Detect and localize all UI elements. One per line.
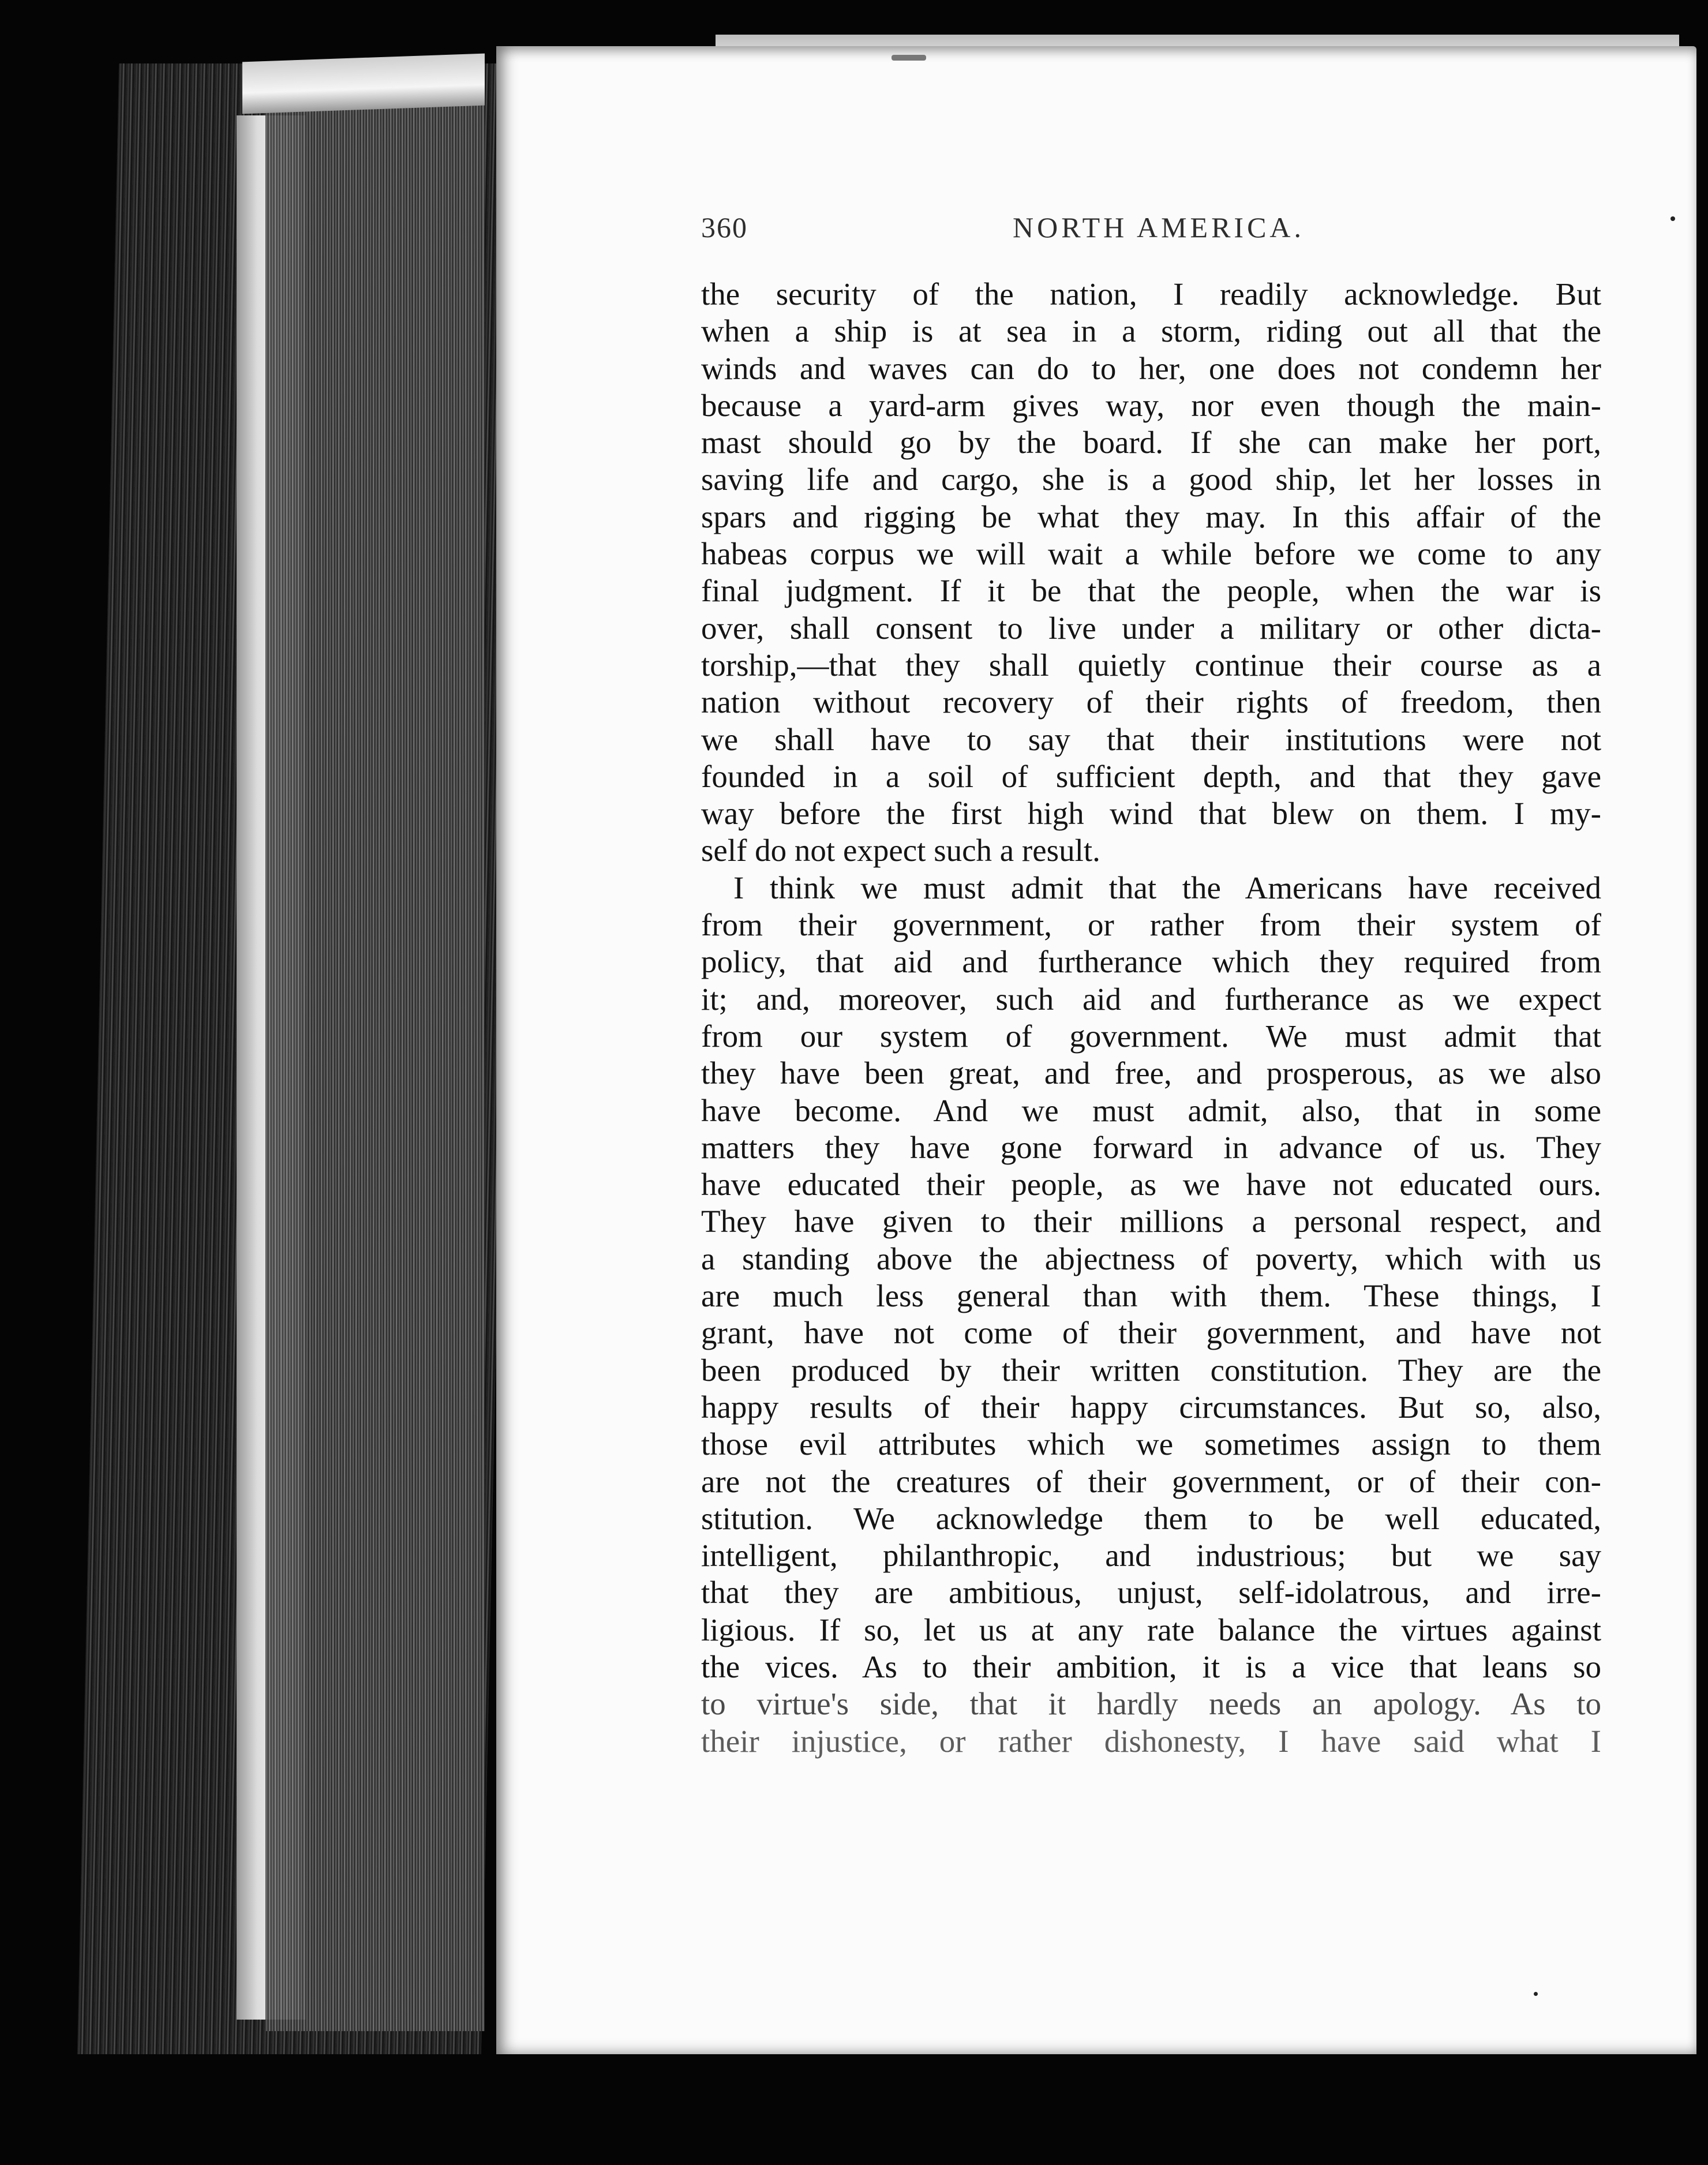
text-line: from their government, or rather from their system of	[701, 907, 1601, 943]
text-line: winds and waves can do to her, one does not condemn her	[701, 350, 1601, 386]
text-line: founded in a soil of sufficient depth, and that they gave	[701, 758, 1601, 794]
book-page-edges-inner	[265, 98, 485, 2031]
text-line: spars and rigging be what they may. In this affair of the	[701, 499, 1601, 534]
text-line: intelligent, philanthropic, and industrious; but we say	[701, 1538, 1601, 1574]
page-number: 360	[701, 211, 748, 244]
text-line: are not the creatures of their government, or of their con-	[701, 1463, 1601, 1499]
text-line: the vices. As to their ambition, it is a vice that leans so	[701, 1649, 1601, 1684]
text-line: are much less general than with them. These things, I	[701, 1278, 1601, 1314]
text-line: grant, have not come of their government, and have not	[701, 1315, 1601, 1351]
text-line: They have given to their millions a personal respect, and	[701, 1204, 1601, 1239]
text-line: we shall have to say that their institutions were not	[701, 721, 1601, 757]
text-line: have educated their people, as we have not educated ours.	[701, 1167, 1601, 1203]
text-line: I think we must admit that the Americans have received	[733, 870, 1601, 905]
text-line: matters they have gone forward in advance of us. They	[701, 1129, 1601, 1165]
text-line: stitution. We acknowledge them to be well educated,	[701, 1500, 1601, 1536]
text-line: way before the first high wind that blew on them. I my-	[701, 796, 1601, 831]
text-line: habeas corpus we will wait a while before we come to any	[701, 536, 1601, 572]
running-title: NORTH AMERICA.	[1013, 211, 1305, 244]
text-line: nation without recovery of their rights of freedom, then	[701, 684, 1601, 720]
text-line: that they are ambitious, unjust, self-idolatrous, and irre-	[701, 1575, 1601, 1610]
page-body-text	[701, 276, 1601, 1760]
text-line: when a ship is at sea in a storm, riding out all that the	[701, 313, 1601, 349]
text-line: self do not expect such a result.	[701, 833, 1100, 868]
scan-speck	[892, 55, 926, 61]
text-line: over, shall consent to live under a military or other dicta-	[701, 610, 1601, 646]
text-line: the security of the nation, I readily acknowledge. But	[701, 276, 1601, 312]
text-line: a standing above the abjectness of poverty, which with us	[701, 1241, 1601, 1276]
text-line: those evil attributes which we sometimes assign to them	[701, 1426, 1601, 1462]
text-line: saving life and cargo, she is a good ship, let her losses in	[701, 462, 1601, 497]
text-line: ligious. If so, let us at any rate balance the virtues against	[701, 1612, 1601, 1647]
text-line: been produced by their written constitution. They are the	[701, 1352, 1601, 1388]
scan-speck	[1534, 1992, 1538, 1996]
text-line: they have been great, and free, and prosperous, as we also	[701, 1055, 1601, 1091]
scan-speck	[1670, 216, 1675, 221]
text-line: their injustice, or rather dishonesty, I have said what I	[701, 1723, 1601, 1759]
page-header	[701, 211, 1601, 257]
book-top-edge	[242, 54, 485, 114]
text-line: because a yard-arm gives way, nor even though the main-	[701, 387, 1601, 423]
text-line: from our system of government. We must admit that	[701, 1018, 1601, 1054]
text-line: final judgment. If it be that the people, when the war is	[701, 573, 1601, 609]
text-line: torship,—that they shall quietly continue their course as a	[701, 647, 1601, 683]
text-line: policy, that aid and furtherance which they required from	[701, 944, 1601, 980]
text-line: to virtue's side, that it hardly needs an apology. As to	[701, 1686, 1601, 1722]
text-line: have become. And we must admit, also, that in some	[701, 1092, 1601, 1128]
text-line: it; and, moreover, such aid and furtherance as we expect	[701, 981, 1601, 1017]
text-line: happy results of their happy circumstances. But so, also,	[701, 1389, 1601, 1425]
text-line: mast should go by the board. If she can make her port,	[701, 425, 1601, 460]
